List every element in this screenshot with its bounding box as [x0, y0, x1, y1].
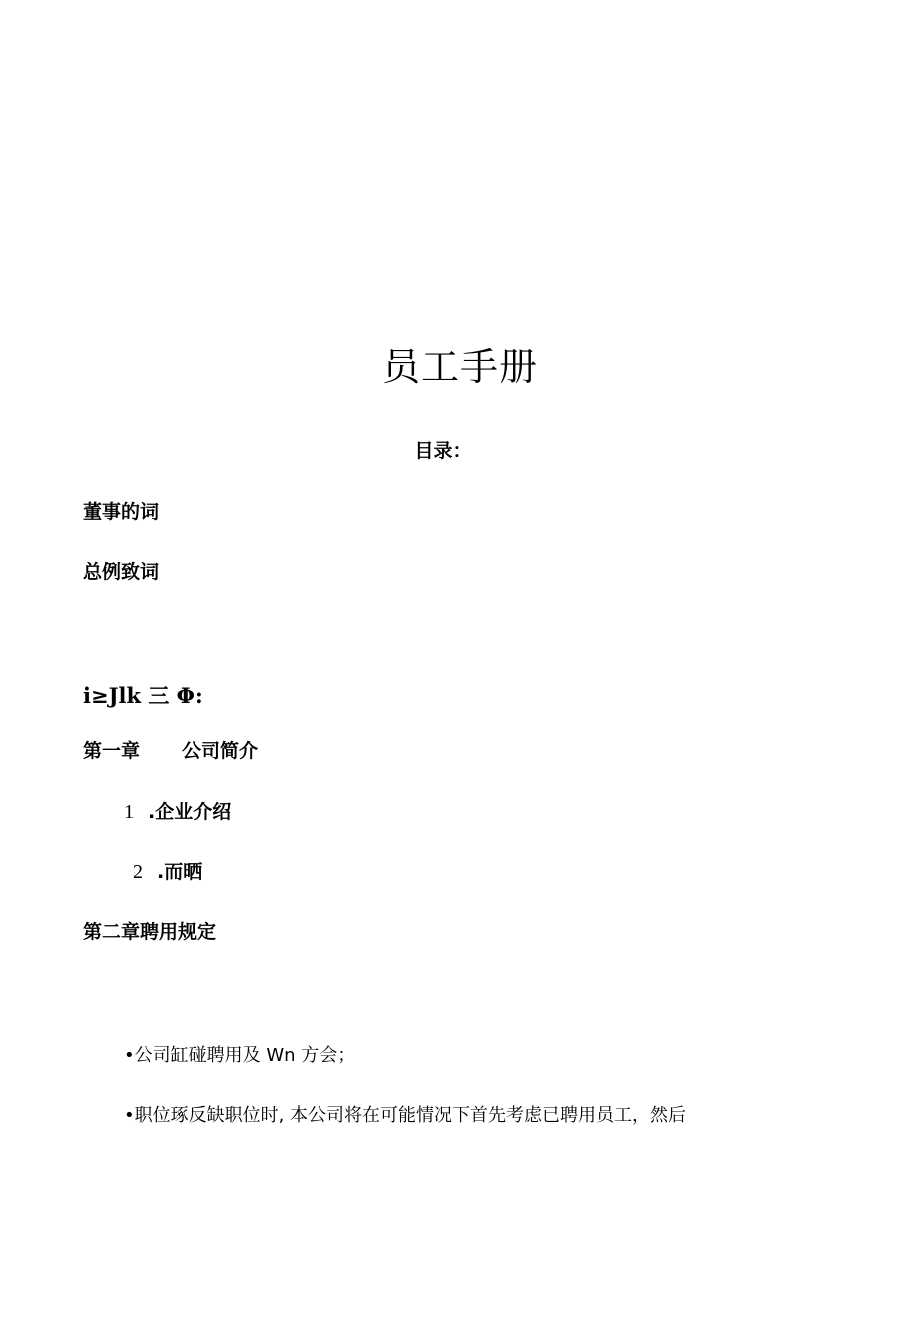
- garbled-heading: i≥Jlk 三 Φ:: [83, 683, 203, 708]
- toc-chapter-2: 第二章聘用规定: [83, 921, 217, 943]
- toc-subitem: [124, 802, 231, 822]
- toc-chapter-1: [83, 742, 258, 761]
- toc-label: 目录：: [414, 440, 472, 462]
- toc-item-chairman-message: 董事的词: [83, 501, 160, 523]
- chapter-1-title: 公司简介: [182, 740, 259, 762]
- toc-subitem-number: 2: [133, 861, 143, 883]
- toc-item-general-manager-message: 总例致词: [83, 561, 160, 583]
- page-title: 员工手册: [381, 345, 538, 389]
- toc-subitem-number: 1: [124, 801, 134, 823]
- toc-subitem-label: .而晒: [157, 861, 203, 883]
- body-bullet: •职位琢反缺职位时, 本公司将在可能情况下首先考虑已聘用员工，然后: [124, 1105, 687, 1126]
- toc-subitem: [133, 862, 202, 882]
- body-bullet: •公司缸碰聘用及 Wn 方会；: [124, 1045, 356, 1066]
- toc-subitem-label: .企业介绍: [148, 801, 232, 823]
- chapter-1-number: 第一章: [83, 740, 141, 762]
